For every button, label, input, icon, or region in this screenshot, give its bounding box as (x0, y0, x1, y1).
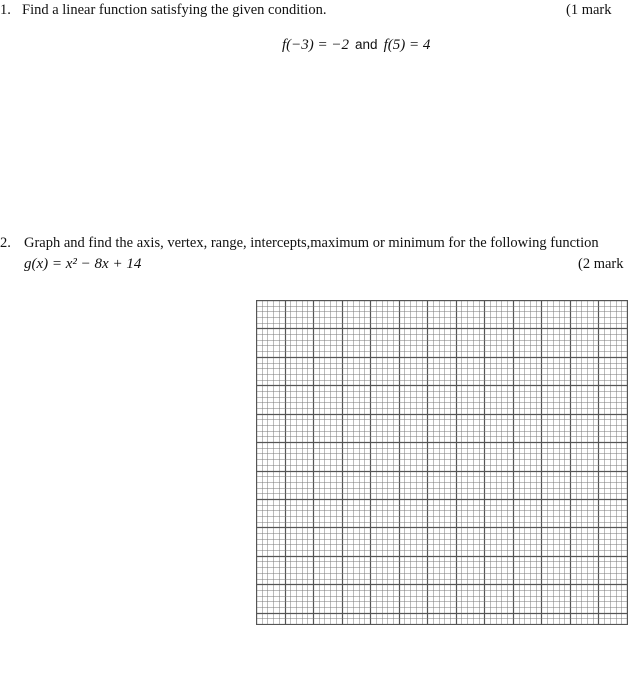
condition-f-of-minus-3: f(−3) = −2 (282, 37, 350, 53)
question-2-marks: (2 mark (578, 256, 624, 272)
question-1-condition (282, 37, 430, 54)
question-2-function: g(x) = x² − 8x + 14 (24, 256, 142, 272)
condition-and: and (355, 37, 378, 52)
question-1-marks: (1 mark (566, 2, 612, 18)
question-1-number: 1. (0, 2, 11, 18)
question-1-text: Find a linear function satisfying the given condition. (22, 2, 327, 18)
question-2-text: Graph and find the axis, vertex, range, intercepts,maximum or minimum for the following function (24, 235, 599, 251)
condition-f-of-5: f(5) = 4 (383, 37, 431, 53)
graph-paper-grid (256, 300, 628, 625)
question-2-number: 2. (0, 235, 11, 251)
grid-border (257, 301, 628, 625)
